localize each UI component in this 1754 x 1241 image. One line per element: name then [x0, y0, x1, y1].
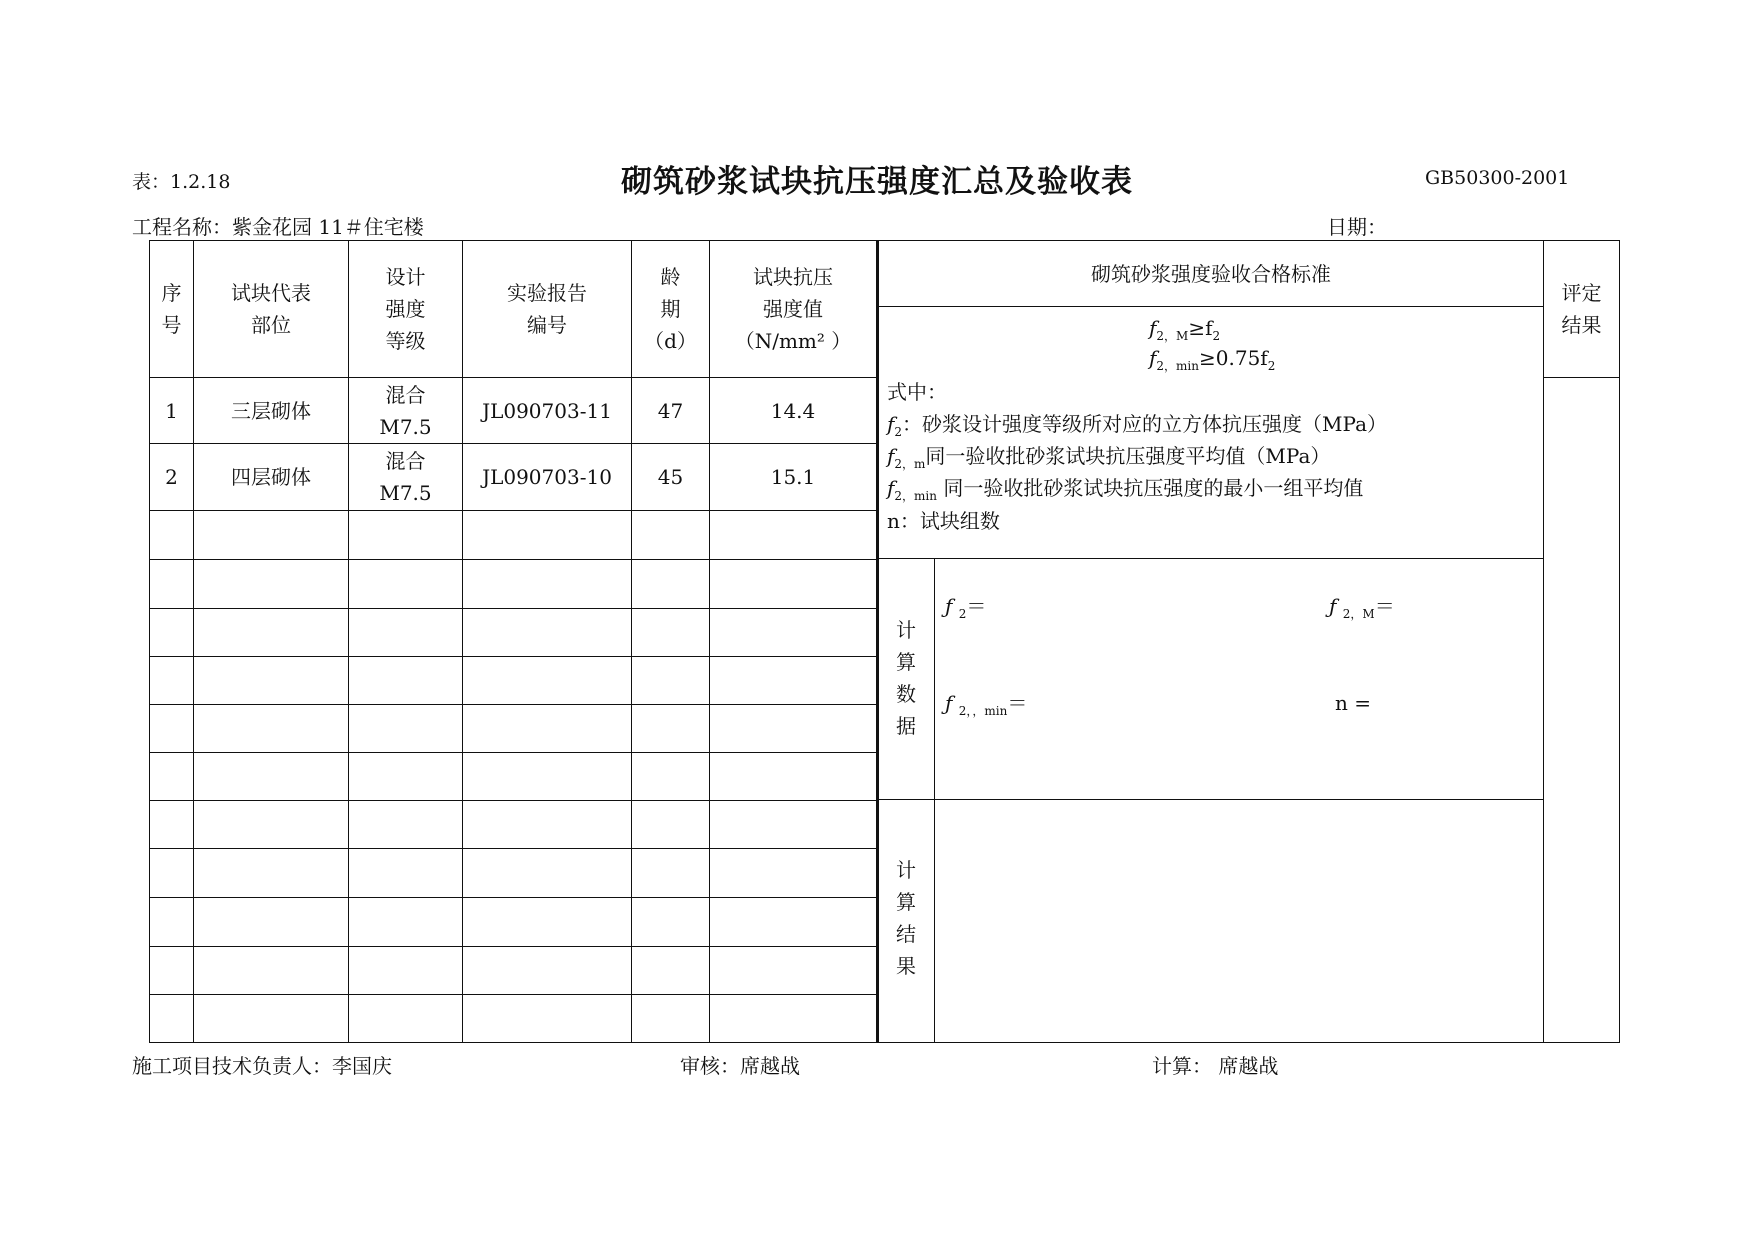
definition-f2m: $f_{2,m}$同一验收批砂浆试块抗压强度平均值（MPa） [887, 444, 1331, 471]
header-criteria: 砌筑砂浆强度验收合格标准 [1091, 261, 1331, 286]
cell-location: 四层砌体 [231, 465, 311, 489]
calc-f2: ƒ $_2$＝ [945, 594, 987, 621]
row-divider [149, 897, 877, 898]
summary-table [149, 240, 1620, 1043]
table-border-bottom [149, 1042, 1620, 1043]
criteria-divider [877, 558, 1544, 559]
row-divider [149, 752, 877, 753]
row-divider [149, 946, 877, 947]
row-divider [149, 559, 877, 560]
standard-code: GB50300-2001 [1425, 167, 1570, 189]
result-header-divider [1543, 377, 1620, 378]
calc-data-label: 计 算 数 据 [896, 618, 916, 738]
definition-n: n：试块组数 [887, 509, 1000, 533]
calc-divider [877, 799, 1544, 800]
row-divider [149, 704, 877, 705]
cell-grade: 混合 M7.5 [379, 449, 432, 505]
calc-label-divider [934, 558, 935, 1043]
cell-report: JL090703-11 [482, 398, 612, 423]
cell-age: 45 [657, 465, 684, 489]
calc-f2min: ƒ $_{2,,min}$＝ [945, 691, 1028, 718]
calc-n: n = [1335, 691, 1371, 715]
project-name: 工程名称：紫金花园 11＃住宅楼 [132, 215, 424, 239]
header-grade: 设计 强度 等级 [385, 265, 426, 353]
formula-min: $f_{2,min}\ge 0.75f_2$ [1149, 346, 1276, 373]
section-divider [876, 240, 879, 1043]
cell-age: 47 [657, 398, 684, 423]
calc-result-label: 计 算 结 果 [896, 858, 916, 978]
header-age: 龄 期 （d） [644, 265, 697, 353]
row-divider [149, 510, 877, 511]
criteria-header-divider [877, 306, 1544, 307]
row-divider [149, 848, 877, 849]
table-border-right [1619, 240, 1620, 1043]
cell-grade: 混合 M7.5 [379, 382, 432, 439]
row-divider [149, 608, 877, 609]
header-strength: 试块抗压 强度值 （N/mm² ） [734, 265, 852, 353]
definition-f2: $f_2$：砂浆设计强度等级所对应的立方体抗压强度（MPa） [887, 412, 1388, 439]
cell-strength: 15.1 [770, 465, 816, 489]
header-result: 评定 结果 [1561, 281, 1602, 337]
table-number: 表：1.2.18 [132, 171, 231, 193]
cell-seq: 2 [165, 465, 178, 489]
tech-lead: 施工项目技术负责人：李国庆 [132, 1054, 392, 1078]
where-label: 式中： [887, 380, 947, 404]
calc-f2m: ƒ $_{2,M}$＝ [1329, 594, 1395, 621]
cell-strength: 14.4 [770, 398, 816, 423]
page-title: 砌筑砂浆试块抗压强度汇总及验收表 [621, 164, 1133, 200]
row-divider [149, 800, 877, 801]
formula-mean: $f_{2,M}\ge f_2$ [1149, 316, 1221, 343]
row-divider [149, 994, 877, 995]
header-report: 实验报告 编号 [507, 281, 587, 337]
cell-report: JL090703-10 [482, 465, 612, 489]
cell-location: 三层砌体 [231, 398, 311, 423]
cell-seq: 1 [165, 398, 178, 423]
reviewer: 审核：席越战 [680, 1054, 800, 1078]
date-label: 日期： [1327, 215, 1387, 239]
header-seq: 序 号 [161, 281, 182, 337]
row-divider [149, 656, 877, 657]
header-location: 试块代表 部位 [231, 281, 311, 337]
definition-f2min: $f_{2,min}$ 同一验收批砂浆试块抗压强度的最小一组平均值 [887, 476, 1364, 503]
calculator: 计算： 席越战 [1152, 1054, 1279, 1078]
